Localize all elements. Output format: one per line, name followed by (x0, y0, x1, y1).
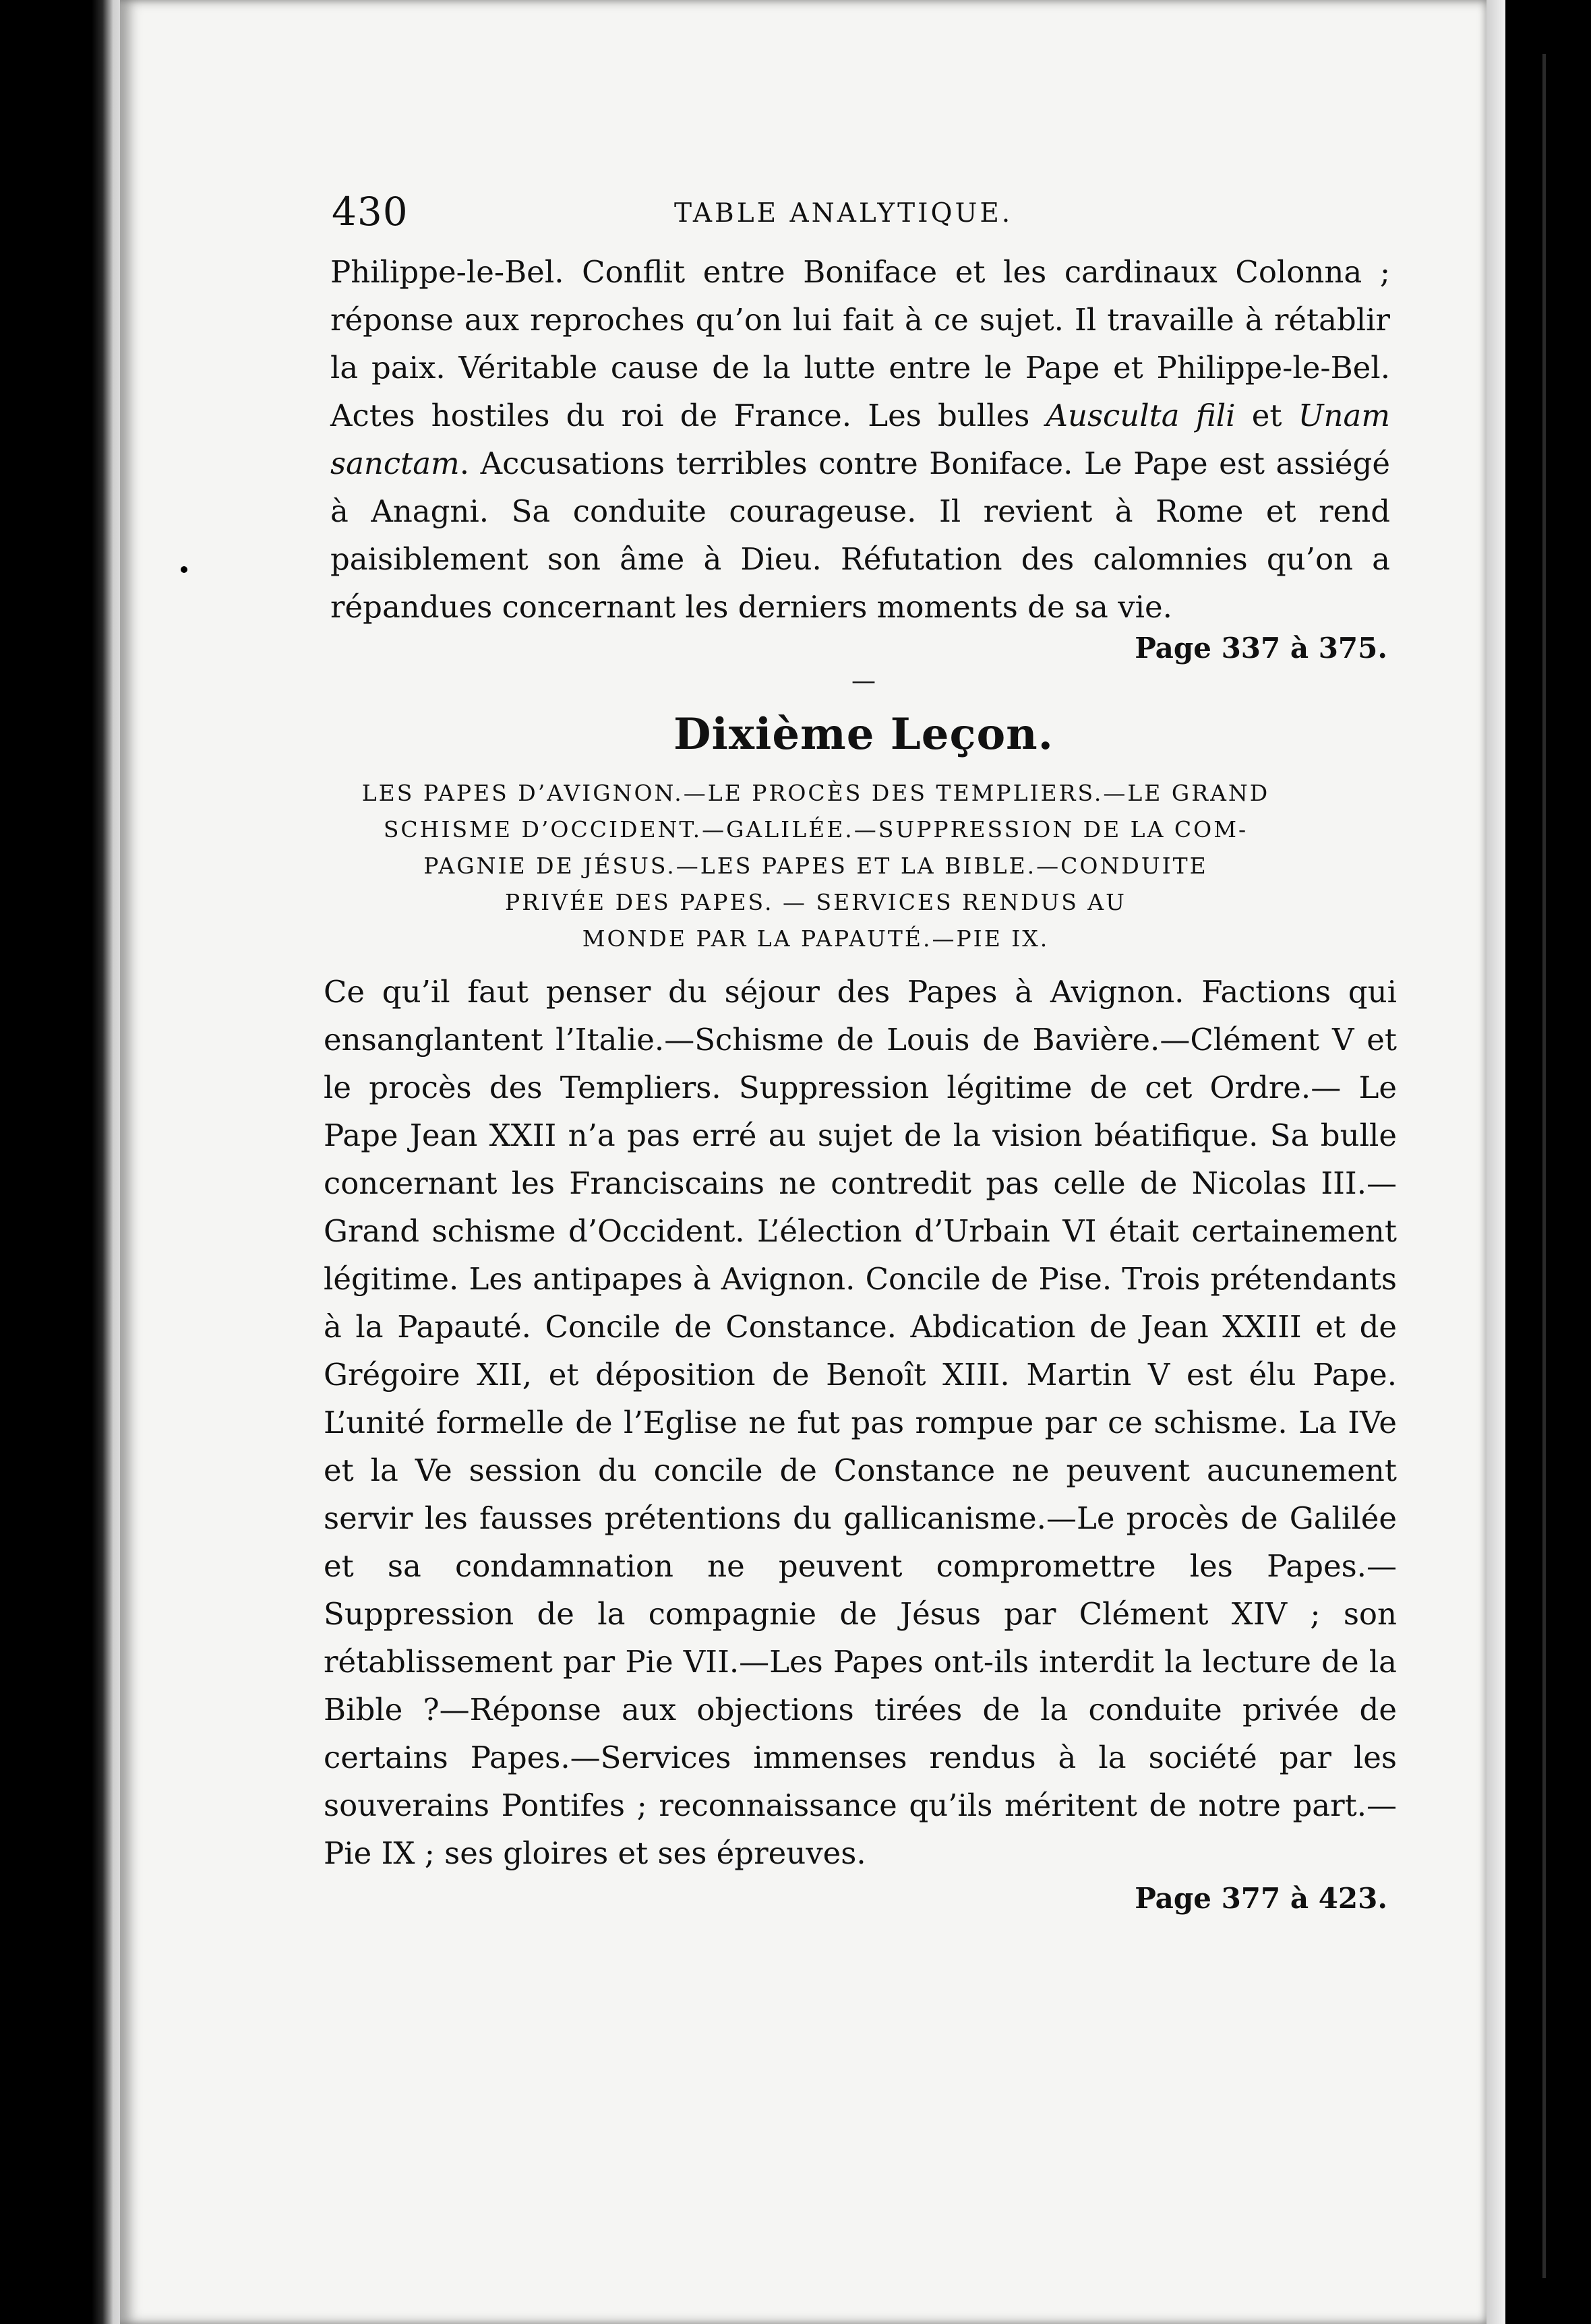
bull-title-ausculta: Ausculta fili (1046, 398, 1236, 433)
page-edge-right (1487, 0, 1505, 2324)
previous-lesson-page-ref: Page 337 à 375. (1135, 632, 1387, 665)
scan-line (1542, 54, 1546, 2278)
page-number: 430 (332, 189, 409, 235)
ink-speck (1524, 657, 1531, 664)
lesson-summary: Ce qu’il faut penser du séjour des Papes à Avignon. Factions qui ensanglantent l’Italie.—Schisme de Louis de Bavière.—Clément V et le procès des Templiers. Suppression légitime de cet Ordre.— Le Pape Jean XXII n’a pas erré au sujet de la vision béatifique. Sa bulle concernant les Franciscains ne contredit pas celle de Nicolas III.—Grand schisme d’Occident. L’élection d’Urbain VI était certainement légitime. Les antipapes à Avignon. Concile de Pise. Trois prétendants à la Papauté. Concile de Constance. Abdication de Jean XXIII et de Grégoire XII, et déposition de Benoît XIII. Martin V est élu Pape. L’unité formelle de l’Eglise ne fut pas rompue par ce schisme. La IVe et la Ve session du concile de Constance ne peuvent aucunement servir les fausses prétentions du gallicanisme.—Le procès de Galilée et sa condamnation ne peuvent compromettre les Papes.—Suppression de la compagnie de Jésus par Clément XIV ; son rétablissement par Pie VII.—Les Papes ont-ils interdit la lecture de la Bible ?—Réponse aux objections tirées de la conduite privée de certains Papes.—Services immenses rendus à la société par les souverains Pontifes ; reconnaissance qu’ils méritent de notre part.—Pie IX ; ses gloires et ses épreuves. (324, 974, 1397, 1871)
lesson-subject-line: PAGNIE DE JÉSUS.—LES PAPES ET LA BIBLE.—CONDUITE (423, 853, 1208, 879)
ink-speck (181, 566, 187, 573)
scan-border-right (1505, 0, 1591, 2324)
lesson-subjects (270, 775, 1362, 957)
running-title: TABLE ANALYTIQUE. (674, 198, 1013, 228)
lesson-title: Dixième Leçon. (673, 709, 1054, 760)
lesson-page-ref: Page 377 à 423. (1135, 1882, 1387, 1915)
previous-lesson-summary (330, 248, 1390, 631)
page-content (324, 183, 1397, 1916)
summary-text-part: . Accusations terribles contre Boniface. Le Pape est assiégé à Anagni. Sa conduite courageuse. Il revient à Rome et rend paisiblement son âme à Dieu. Réfutation des calomnies qu’on a répandues concernant les derniers moments de sa vie. (330, 446, 1390, 625)
lesson-subject-line: SCHISME D’OCCIDENT.—GALILÉE.—SUPPRESSION DE LA COM- (383, 816, 1249, 843)
lesson-subject-line: LES PAPES D’AVIGNON.—LE PROCÈS DES TEMPLIERS.—LE GRAND (361, 780, 1270, 806)
separator-dash: — (851, 667, 876, 695)
page-header (330, 183, 1397, 248)
summary-text-part: Philippe-le-Bel. Conflit entre Boniface et les cardinaux Colonna ; réponse aux reproches qu’on lui fait à ce sujet. Il travaille à rétablir la paix. Véritable cause de la lutte entre le Pape et Philippe-le-Bel. Actes hostiles du roi de France. Les bulles (330, 254, 1390, 433)
bull-title-unam-sanctam: Unam sanctam (330, 398, 1391, 481)
lesson-subject-line: PRIVÉE DES PAPES. — SERVICES RENDUS AU (505, 889, 1127, 915)
scan-border-left (0, 0, 135, 2324)
lesson-subject-line: MONDE PAR LA PAPAUTÉ.—PIE IX. (582, 925, 1050, 952)
summary-text-part: et (1235, 398, 1298, 433)
